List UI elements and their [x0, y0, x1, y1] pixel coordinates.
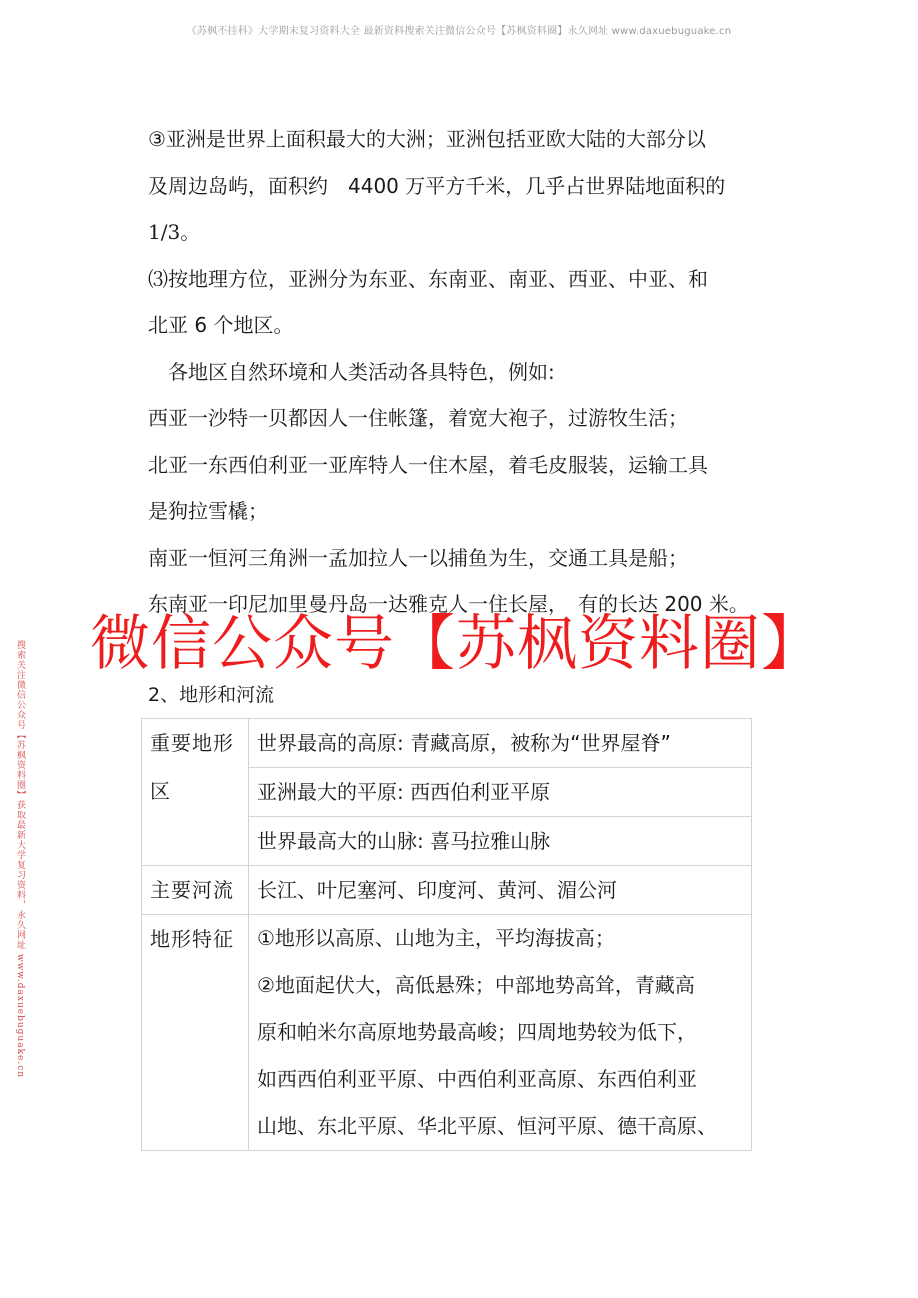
- terrain-item-cell: 亚洲最大的平原: 西西伯利亚平原: [249, 768, 752, 817]
- feature-line: ②地面起伏大，高低悬殊；中部地势高耸，青藏高: [257, 973, 695, 997]
- table-row: [142, 866, 752, 915]
- feature-line: 如西西伯利亚平原、中西伯利亚高原、东西伯利亚: [257, 1067, 697, 1091]
- paragraph-line: 1/3。: [148, 220, 201, 244]
- paragraph-line: 北亚 6 个地区。: [148, 313, 294, 337]
- body-paragraphs: [148, 116, 788, 628]
- terrain-label-cell: 重要地形区: [142, 719, 249, 866]
- section-heading: 2、地形和河流: [148, 684, 275, 706]
- paragraph-line: 各地区自然环境和人类活动各具特色，例如:: [148, 359, 555, 384]
- table-row: [142, 915, 752, 1151]
- paragraph-line: 东南亚一印尼加里曼丹岛一达雅克人一住长屋， 有的长达 200 米。: [148, 592, 749, 616]
- terrain-item-cell: 世界最高大的山脉: 喜马拉雅山脉: [249, 817, 752, 866]
- terrain-item-cell: 世界最高的高原: 青藏高原，被称为“世界屋脊”: [249, 719, 752, 768]
- table-row: [142, 719, 752, 768]
- paragraph-line: 北亚一东西伯利亚一亚库特人一住木屋，着毛皮服装，运输工具: [148, 452, 708, 477]
- rivers-label-cell: 主要河流: [142, 866, 249, 915]
- feature-line: 原和帕米尔高原地势最高峻；四周地势较为低下，: [257, 1020, 697, 1044]
- paragraph-line: ⑶按地理方位，亚洲分为东亚、东南亚、南亚、西亚、中亚、和: [148, 266, 708, 291]
- page-header: 《苏枫不挂科》大学期末复习资料大全 最新资料搜索关注微信公众号【苏枫资料圈】永久网址 www.daxuebuguake.cn: [186, 26, 732, 37]
- terrain-rivers-table: [141, 718, 752, 1151]
- paragraph-line: 及周边岛屿，面积约 4400 万平方千米，几乎占世界陆地面积的: [148, 173, 726, 198]
- features-label-cell: 地形特征: [142, 915, 249, 1151]
- side-watermark: 搜索关注微信公众号【苏枫资料圈】获取最新大学复习资料，永久网址 www.daxuebuguake.cn: [15, 640, 25, 1079]
- feature-line: 山地、东北平原、华北平原、恒河平原、德干高原、: [257, 1114, 717, 1138]
- features-value-cell: [249, 915, 752, 1151]
- rivers-value-cell: 长江、叶尼塞河、印度河、黄河、湄公河: [249, 866, 752, 915]
- feature-line: ①地形以高原、山地为主，平均海拔高；: [257, 926, 615, 950]
- paragraph-line: 西亚一沙特一贝都因人一住帐篷，着宽大袍子，过游牧生活；: [148, 406, 688, 430]
- paragraph-line: 南亚一恒河三角洲一孟加拉人一以捕鱼为生，交通工具是船；: [148, 545, 688, 570]
- paragraph-line: 是狗拉雪橇；: [148, 499, 268, 523]
- red-watermark: 微信公众号【苏枫资料圈】: [90, 609, 822, 679]
- paragraph-line: ③亚洲是世界上面积最大的大洲；亚洲包括亚欧大陆的大部分以: [148, 127, 706, 151]
